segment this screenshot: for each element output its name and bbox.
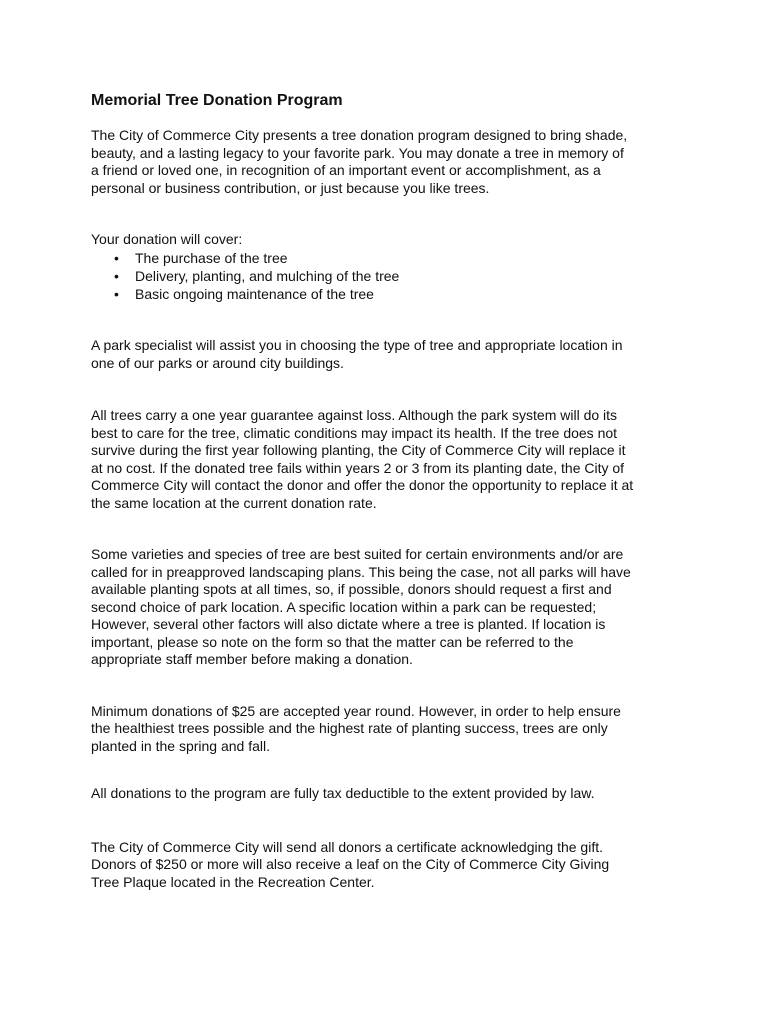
document-page — [91, 91, 691, 891]
list-item-text: Delivery, planting, and mulching of the tree — [135, 267, 400, 284]
document-title: Memorial Tree Donation Program — [91, 92, 343, 109]
intro-paragraph: The City of Commerce City presents a tree donation program designed to bring shade, beauty, and a lasting legacy to your favorite park. You may donate a tree in memory of a friend or loved one, in recognition of an important event or accomplishment, as a personal or business contribution, or just because you like trees. — [91, 127, 628, 196]
list-item-text: The purchase of the tree — [135, 249, 288, 266]
coverage-heading: Your donation will cover: — [91, 231, 243, 247]
minimum-donation-paragraph: Minimum donations of $25 are accepted year round. However, in order to help ensure the healthiest trees possible and the highest rate of planting success, trees are only planted in the spring and fall. — [91, 702, 621, 754]
list-item-text: Basic ongoing maintenance of the tree — [135, 286, 374, 303]
bullet-icon: • — [114, 267, 119, 284]
guarantee-paragraph: All trees carry a one year guarantee against loss. Although the park system will do its best to care for the tree, climatic conditions may impact its health. If the tree does not survive during the first year following planting, the City of Commerce City will replace it at no cost. If the donated tree fails within years 2 or 3 from its planting date, the City of Commerce City will contact the donor and offer the donor the opportunity to replace it at the same location at the current donation rate. — [91, 407, 634, 511]
list-item — [91, 285, 691, 303]
certificate-paragraph: The City of Commerce City will send all donors a certificate acknowledging the gift. Donors of $250 or more will also receive a leaf on the City of Commerce City Giving Tree Plaque located in the Recreation Center. — [91, 838, 610, 890]
bullet-icon: • — [114, 249, 119, 266]
coverage-list — [91, 249, 691, 304]
varieties-paragraph: Some varieties and species of tree are best suited for certain environments and/or are called for in preapproved landscaping plans. This being the case, not all parks will have available planting spots at all times, so, if possible, donors should request a first and second choice of park location. A specific location within a park can be requested; However, several other factors will also dictate where a tree is planted. If location is important, please so note on the form so that the matter can be referred to the appropriate staff member before making a donation. — [91, 546, 631, 668]
specialist-paragraph: A park specialist will assist you in choosing the type of tree and appropriate location in one of our parks or around city buildings. — [91, 337, 623, 371]
list-item — [91, 249, 691, 267]
tax-paragraph: All donations to the program are fully tax deductible to the extent provided by law. — [91, 785, 595, 802]
bullet-icon: • — [114, 286, 119, 303]
list-item — [91, 267, 691, 285]
